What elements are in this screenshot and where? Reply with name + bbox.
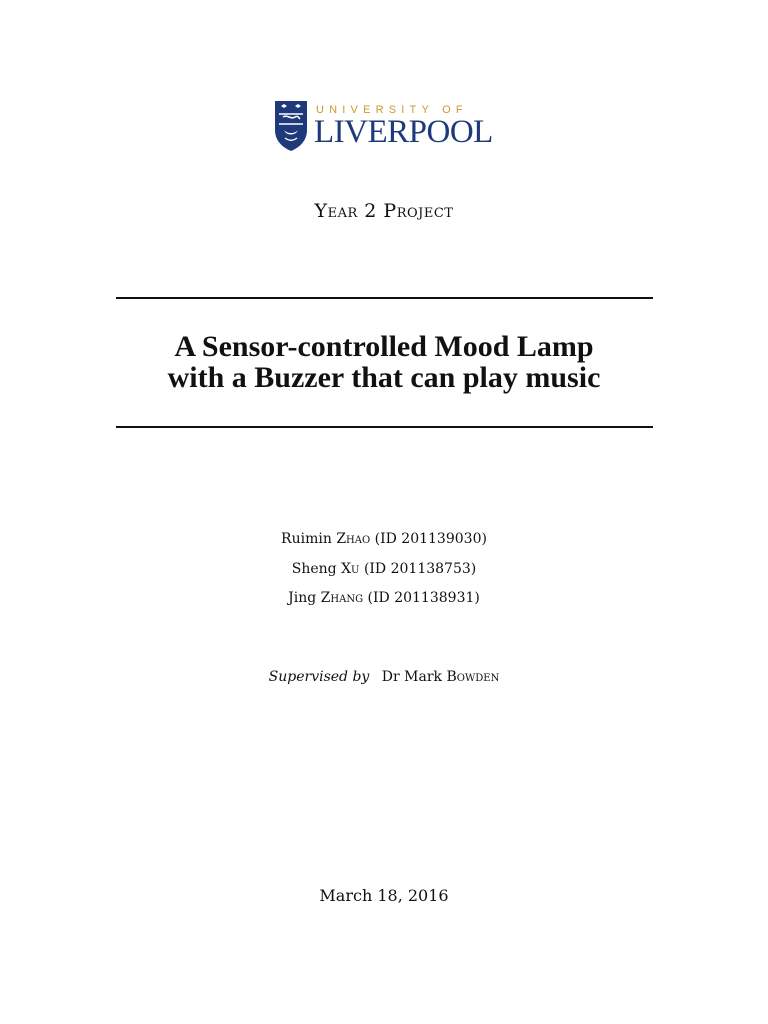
supervisor-title: Dr Mark [381,669,443,685]
author-1-id: (ID 201139030) [374,531,487,547]
author-3 [0,590,768,606]
author-1 [0,531,768,547]
university-logo [274,100,493,152]
author-3-id: (ID 201138931) [367,590,480,606]
title-bottom-rule [116,426,653,428]
report-title-line-2: with a Buzzer that can play music [167,361,601,394]
author-3-first-name: Jing [288,590,317,606]
university-crest-icon [274,100,308,152]
report-title-line-1: A Sensor-controlled Mood Lamp [174,330,594,363]
title-top-rule [116,297,653,299]
report-title [0,331,768,393]
report-date: March 18, 2016 [319,886,449,905]
supervisor-label: Supervised by [268,669,370,685]
author-2-id: (ID 201138753) [363,561,477,577]
author-3-last-name: Zhang [320,590,364,606]
logo-liverpool: LIVERPOOL [314,114,493,150]
supervisor-name: Bowden [446,669,500,685]
author-2 [0,561,768,577]
supervisor-line [0,669,768,685]
logo-university-of: UNIVERSITY OF [316,104,468,116]
author-2-first-name: Sheng [291,561,337,577]
author-2-last-name: Xu [341,561,360,577]
author-1-last-name: Zhao [336,531,371,547]
project-label: Year 2 Project [314,200,454,222]
author-1-first-name: Ruimin [281,531,332,547]
